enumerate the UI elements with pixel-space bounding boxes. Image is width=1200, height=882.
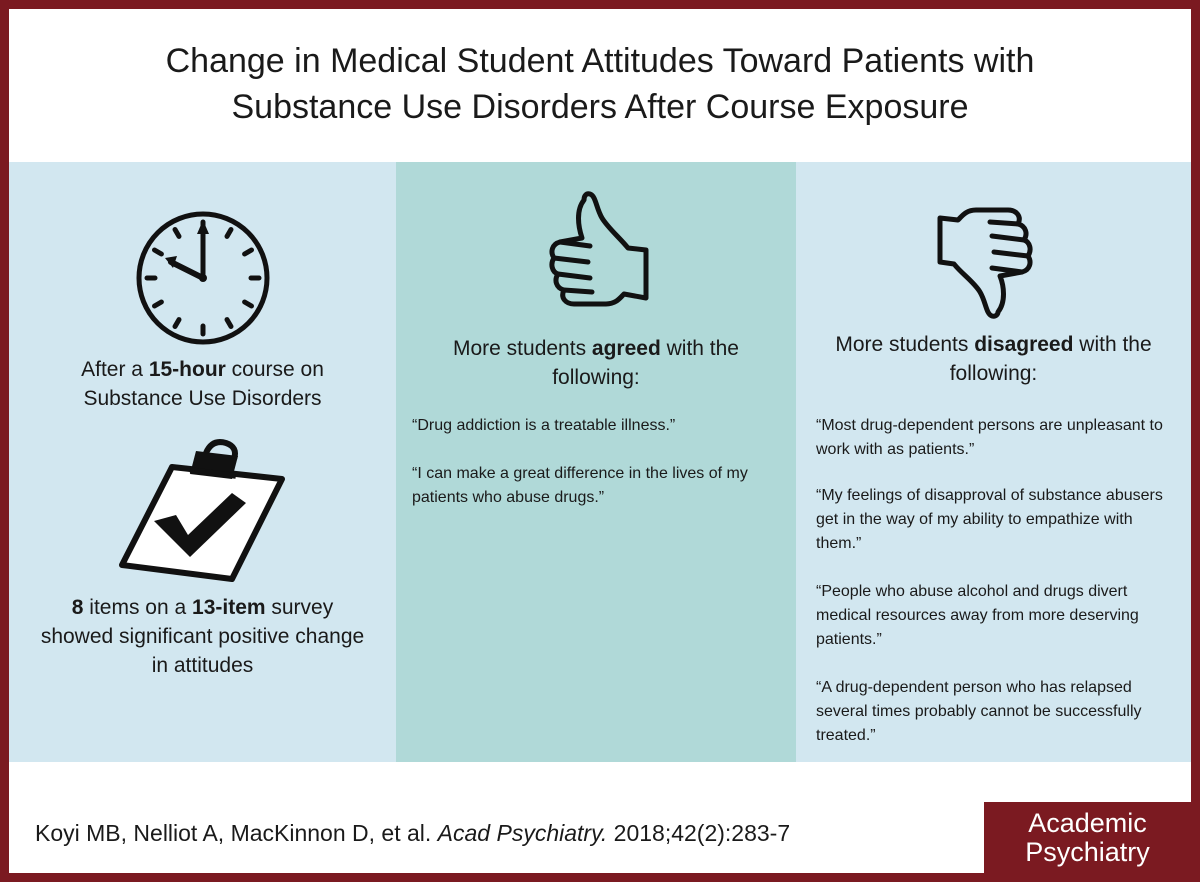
thumbs-up-icon xyxy=(546,190,651,325)
journal-logo xyxy=(984,802,1191,873)
thumbs-down-icon xyxy=(936,202,1041,327)
logo-line-2: Psychiatry xyxy=(1025,836,1150,867)
agreed-quote: “I can make a great difference in the lives of my patients who abuse drugs.” xyxy=(412,465,748,506)
footer xyxy=(9,762,1191,873)
course-panel xyxy=(9,162,396,762)
page-title xyxy=(9,9,1191,159)
survey-result: 8 items on a 13-item survey showed significant positive change in attitudes xyxy=(40,596,365,677)
citation: Koyi MB, Nelliot A, MacKinnon D, et al. Acad Psychiatry. 2018;42(2):283-7 xyxy=(35,820,791,846)
disagreed-panel xyxy=(796,162,1191,762)
course-description: After a 15-hour course on Substance Use Disorders xyxy=(81,358,324,410)
title-line-1: Change in Medical Student Attitudes Toward Patients with xyxy=(165,42,1035,80)
agreed-panel xyxy=(396,162,796,762)
disagreed-quote: “People who abuse alcohol and drugs divert medical resources away from more deserving patients.” xyxy=(816,583,1139,648)
agreed-quote: “Drug addiction is a treatable illness.” xyxy=(412,417,676,434)
disagreed-heading: More students disagreed with the following: xyxy=(835,333,1152,385)
disagreed-quote: “My feelings of disapproval of substance abusers get in the way of my ability to empathize with them.” xyxy=(816,487,1163,552)
agreed-heading: More students agreed with the following: xyxy=(453,337,739,389)
logo-line-1: Academic xyxy=(1028,807,1147,838)
disagreed-quote: “Most drug-dependent persons are unpleasant to work with as patients.” xyxy=(816,417,1163,458)
clipboard-check-icon xyxy=(114,437,289,592)
title-line-2: Substance Use Disorders After Course Exposure xyxy=(231,88,969,126)
clock-icon xyxy=(133,208,273,353)
disagreed-quote: “A drug-dependent person who has relapsed several times probably cannot be successfully treated.” xyxy=(816,679,1142,744)
